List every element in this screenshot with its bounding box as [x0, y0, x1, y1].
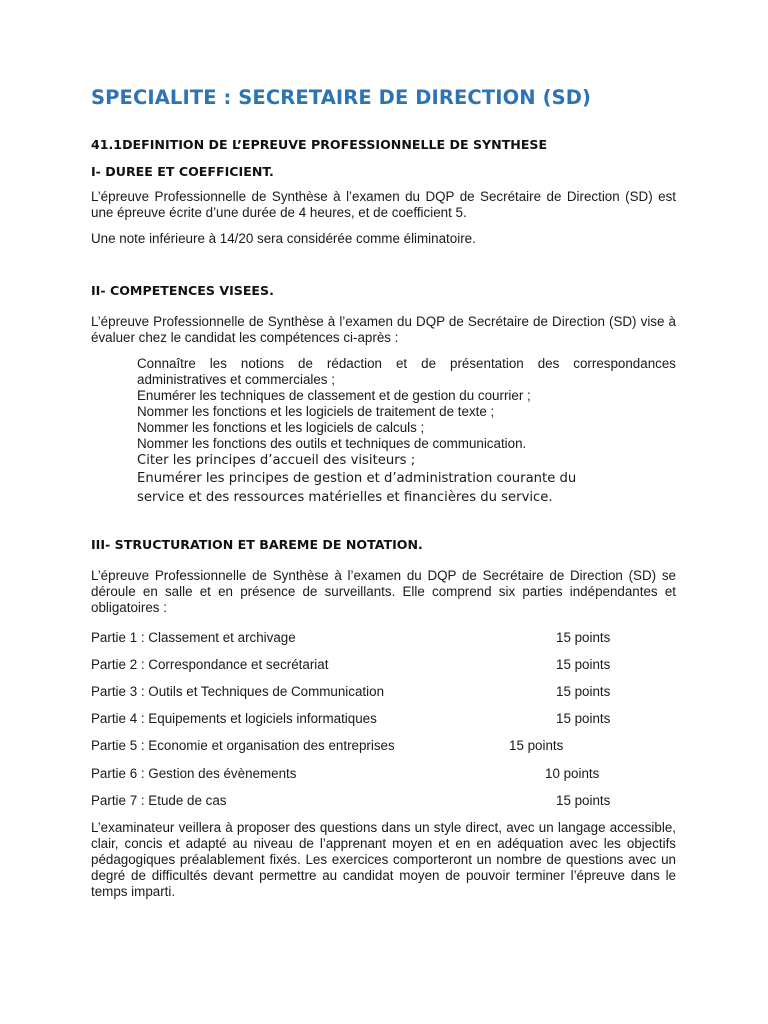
competence-item: Citer les principes d’accueil des visiteurs ;	[137, 453, 416, 468]
section-3-heading: III- STRUCTURATION ET BAREME DE NOTATION.	[91, 537, 423, 552]
competence-item: Nommer les fonctions et les logiciels de calculs ;	[137, 420, 425, 435]
section-3-conclusion: L’examinateur veillera à proposer des questions dans un style direct, avec un langage accessible, clair, concis et adapté au niveau de l’apprenant moyen et en en adéquation avec les objectifs pédagogiques préalablement fixés. Les exercices comporteront un nombre de questions avec un degré de difficultés devant permettre au candidat moyen de pouvoir terminer l’épreuve dans le temps imparti.	[91, 820, 676, 899]
section-1-paragraph-duration: L’épreuve Professionnelle de Synthèse à l’examen du DQP de Secrétaire de Direction (SD) est une épreuve écrite d’une durée de 4 heures, et de coefficient 5.	[91, 189, 676, 220]
partie-points: 15 points	[556, 630, 611, 645]
competence-item: Connaître les notions de rédaction et de présentation des correspondances administratives et commerciales ;	[137, 356, 676, 387]
partie-label: Partie 7 : Etude de cas	[91, 793, 227, 808]
partie-label: Partie 4 : Equipements et logiciels informatiques	[91, 711, 377, 726]
competence-item: Nommer les fonctions et les logiciels de traitement de texte ;	[137, 404, 495, 419]
section-3-intro: L’épreuve Professionnelle de Synthèse à l’examen du DQP de Secrétaire de Direction (SD) se déroule en salle et en présence de surveillants. Elle comprend six parties indépendantes et obligatoires :	[91, 568, 676, 615]
partie-label: Partie 5 : Economie et organisation des entreprises	[91, 738, 395, 753]
partie-points: 15 points	[556, 793, 611, 808]
competence-item: service et des ressources matérielles et financières du service.	[137, 490, 553, 505]
competence-item: Enumérer les techniques de classement et de gestion du courrier ;	[137, 388, 531, 403]
section-2-intro: L’épreuve Professionnelle de Synthèse à l’examen du DQP de Secrétaire de Direction (SD) vise à évaluer chez le candidat les compétences ci-après :	[91, 314, 676, 345]
partie-points: 10 points	[545, 766, 600, 781]
partie-points: 15 points	[556, 657, 611, 672]
partie-label: Partie 6 : Gestion des évènements	[91, 766, 297, 781]
partie-label: Partie 3 : Outils et Techniques de Communication	[91, 684, 385, 699]
competence-item: Enumérer les principes de gestion et d’administration courante du	[137, 471, 577, 486]
section-1-paragraph-note: Une note inférieure à 14/20 sera considérée comme éliminatoire.	[91, 231, 476, 246]
section-1-heading: I- DUREE ET COEFFICIENT.	[91, 164, 274, 179]
document-title: SPECIALITE : SECRETAIRE DE DIRECTION (SD)	[91, 86, 592, 109]
partie-label: Partie 2 : Correspondance et secrétariat	[91, 657, 329, 672]
competence-item: Nommer les fonctions des outils et techniques de communication.	[137, 436, 527, 451]
section-2-heading: II- COMPETENCES VISEES.	[91, 283, 274, 298]
partie-points: 15 points	[556, 684, 611, 699]
section-41-heading: 41.1DEFINITION DE L’EPREUVE PROFESSIONNELLE DE SYNTHESE	[91, 137, 548, 152]
partie-points: 15 points	[509, 738, 564, 753]
partie-label: Partie 1 : Classement et archivage	[91, 630, 296, 645]
partie-points: 15 points	[556, 711, 611, 726]
